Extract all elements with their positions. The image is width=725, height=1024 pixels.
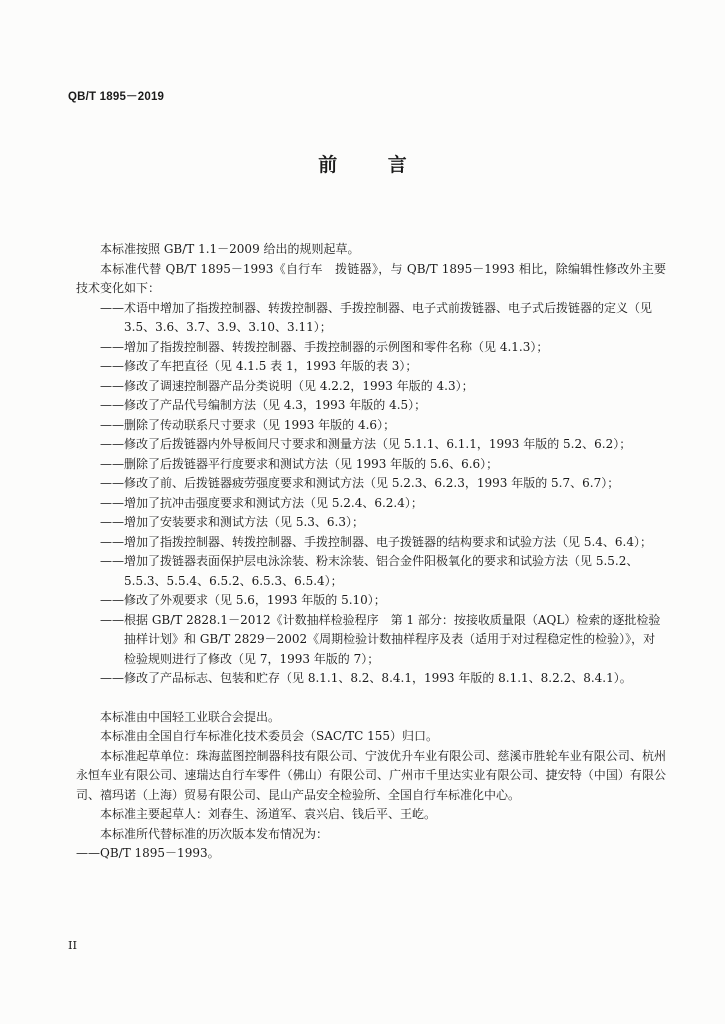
list-item-text: 增加了指拨控制器、转拨控制器、手拨控制器的示例图和零件名称（见 4.1.3）； — [124, 339, 549, 354]
list-item-text: 删除了后拨链器平行度要求和测试方法（见 1993 年版的 5.6、6.6）； — [124, 456, 499, 471]
dash-marker: —— — [100, 495, 124, 510]
dash-marker: —— — [100, 554, 124, 568]
dash-marker: —— — [100, 534, 124, 549]
dash-marker: —— — [100, 417, 124, 432]
dash-marker: —— — [100, 456, 124, 471]
list-item-text: 修改了外观要求（见 5.6，1993 年版的 5.10）； — [124, 593, 386, 607]
list-item — [76, 396, 666, 416]
dash-marker: —— — [100, 476, 124, 490]
standard-number: QB/T 1895－2019 — [68, 91, 165, 103]
list-item-text: 修改了产品代号编制方法（见 4.3，1993 年版的 4.5）； — [124, 398, 427, 412]
closing-paragraph: 本标准所代替标准的历次版本发布情况为： — [100, 826, 329, 841]
dash-marker: —— — [100, 671, 124, 685]
list-item — [76, 611, 666, 670]
list-item — [76, 299, 666, 338]
dash-marker: —— — [100, 612, 124, 627]
page-title: 前 言 — [318, 154, 429, 176]
list-item — [76, 357, 666, 377]
paragraph-gap — [76, 689, 666, 708]
changes-list — [76, 299, 666, 689]
list-item-text: 增加了抗冲击强度要求和测试方法（见 5.2.4、6.2.4）； — [124, 495, 423, 510]
list-item — [76, 338, 666, 358]
foreword-body — [76, 240, 666, 864]
page-number: II — [68, 938, 78, 952]
list-item-text: 根据 GB/T 2828.1－2012《计数抽样检验程序 第 1 部分：按接收质量限（AQL）检索的逐批检验抽样计划》和 GB/T 2829－2002《周期检验计数抽样程序及表（适用于对过程稳定性的检验）》，对检验规则进行了修改（见 7，1993 年版的 7）； — [124, 612, 661, 666]
list-item — [76, 513, 666, 533]
closing-paragraph: 本标准起草单位：珠海蓝图控制器科技有限公司、宁波优升车业有限公司、慈溪市胜轮车业有限公司、杭州永恒车业有限公司、速瑞达自行车零件（佛山）有限公司、广州市千里达实业有限公司、捷安特（中国）有限公司、禧玛诺（上海）贸易有限公司、昆山产品安全检验所、全国自行车标准化中心。 — [76, 748, 666, 802]
list-item — [76, 552, 666, 591]
list-item — [76, 591, 666, 611]
closing-paragraph: 本标准主要起草人：刘春生、汤道军、袁兴启、钱后平、王屹。 — [100, 807, 437, 821]
list-item — [76, 533, 666, 553]
list-item — [76, 455, 666, 475]
list-item-text: 修改了调速控制器产品分类说明（见 4.2.2，1993 年版的 4.3）； — [124, 378, 474, 393]
list-item-text: 删除了传动联系尺寸要求（见 1993 年版的 4.6）； — [124, 417, 396, 432]
dash-marker: —— — [100, 437, 124, 451]
closing-paragraph: 本标准由中国轻工业联合会提出。 — [100, 709, 281, 724]
list-item — [76, 435, 666, 455]
list-item-text: 修改了车把直径（见 4.1.5 表 1，1993 年版的表 3）； — [124, 359, 418, 373]
dash-marker: —— — [100, 593, 124, 607]
list-item — [76, 416, 666, 436]
dash-marker: —— — [100, 398, 124, 412]
list-item-text: 修改了前、后拨链器疲劳强度要求和测试方法（见 5.2.3、6.2.3，1993 年版的 5.7、6.7）； — [124, 476, 620, 490]
list-item-text: 修改了产品标志、包装和贮存（见 8.1.1、8.2、8.4.1，1993 年版的 8.1.1、8.2.2、8.4.1）。 — [124, 671, 632, 685]
list-item-text: QB/T 1895－1993。 — [100, 846, 220, 860]
list-item-text: 增加了安装要求和测试方法（见 5.3、6.3）； — [124, 515, 364, 529]
intro-paragraph: 本标准按照 GB/T 1.1－2009 给出的规则起草。 — [100, 242, 360, 256]
intro-paragraph: 本标准代替 QB/T 1895－1993《自行车 拨链器》，与 QB/T 1895－1993 相比，除编辑性修改外主要技术变化如下： — [76, 261, 666, 295]
dash-marker: —— — [100, 378, 124, 393]
list-item-text: 修改了后拨链器内外导板间尺寸要求和测量方法（见 5.1.1、6.1.1，1993 年版的 5.2、6.2）； — [124, 437, 632, 451]
closing-paragraph: 本标准由全国自行车标准化技术委员会（SAC/TC 155）归口。 — [100, 729, 439, 743]
list-item-text: 增加了拨链器表面保护层电泳涂装、粉末涂装、铝合金件阳极氧化的要求和试验方法（见 5.5.2、5.5.3、5.5.4、6.5.2、6.5.3、6.5.4）； — [124, 554, 639, 588]
list-item — [76, 377, 666, 397]
dash-marker: —— — [100, 339, 124, 354]
list-item — [76, 669, 666, 689]
list-item — [76, 474, 666, 494]
dash-marker: —— — [76, 846, 100, 860]
dash-marker: —— — [100, 359, 124, 373]
dash-marker: —— — [100, 300, 124, 315]
list-item-text: 增加了指拨控制器、转拨控制器、手拨控制器、电子拨链器的结构要求和试验方法（见 5.4、6.4）； — [124, 534, 652, 549]
list-item — [76, 844, 666, 864]
list-item-text: 术语中增加了指拨控制器、转拨控制器、手拨控制器、电子式前拨链器、电子式后拨链器的定义（见 3.5、3.6、3.7、3.9、3.10、3.11）； — [124, 300, 653, 334]
dash-marker: —— — [100, 515, 124, 529]
list-item — [76, 494, 666, 514]
